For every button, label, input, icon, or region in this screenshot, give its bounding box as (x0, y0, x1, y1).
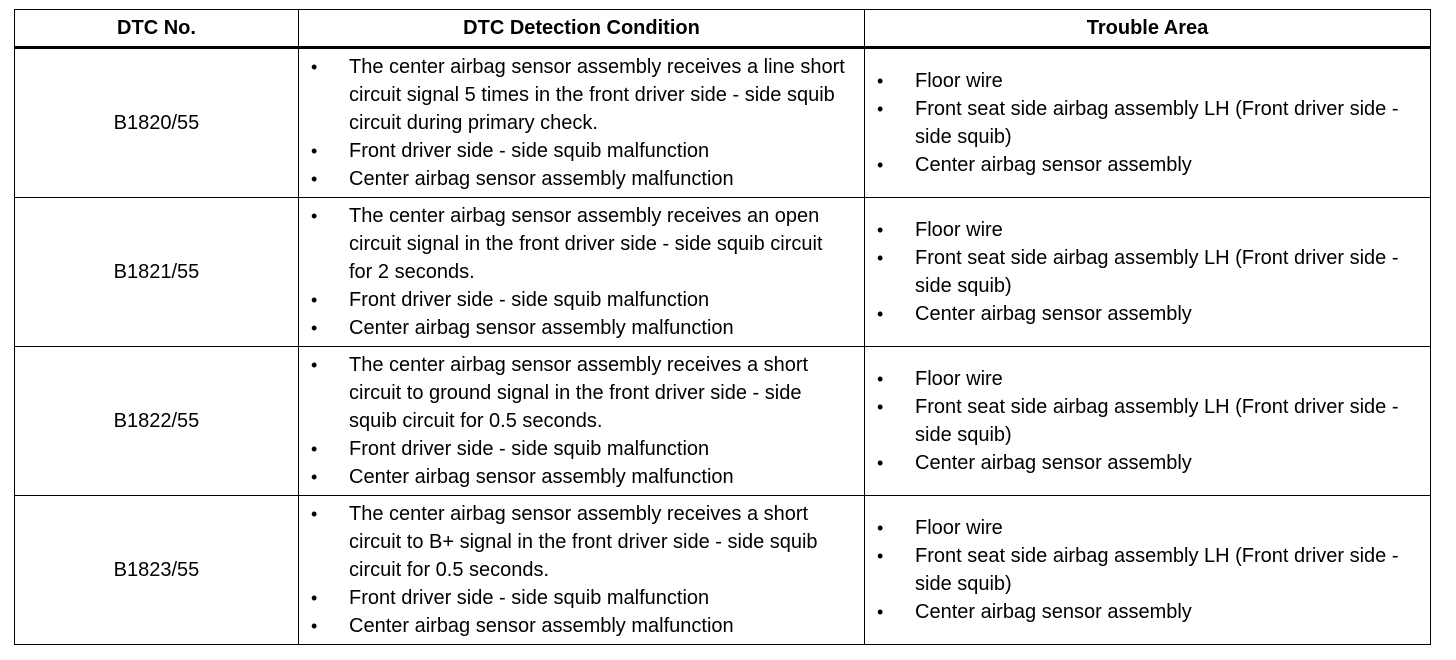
bullet-icon: • (877, 602, 884, 622)
list-item (865, 449, 1430, 477)
list-item (865, 216, 1430, 244)
trouble-area-list (865, 365, 1430, 477)
condition-text: Front driver side - side squib malfunction (349, 438, 710, 460)
trouble-area-text: Center airbag sensor assembly (915, 154, 1192, 176)
header-dtc-no: DTC No. (15, 10, 299, 48)
bullet-icon: • (877, 248, 884, 268)
dtc-table-container (14, 9, 1431, 645)
condition-list (299, 347, 864, 495)
condition-list (299, 49, 864, 197)
list-item (299, 435, 864, 463)
condition-list (299, 496, 864, 644)
bullet-icon: • (311, 616, 318, 636)
trouble-area-text: Floor wire (915, 517, 1003, 539)
condition-text: The center airbag sensor assembly receives a short circuit to ground signal in the front driver side - side squib circuit for 0.5 seconds. (349, 354, 809, 432)
trouble-area-text: Front seat side airbag assembly LH (Front driver side - side squib) (915, 247, 1399, 297)
list-item (299, 584, 864, 612)
dtc-code-cell: B1823/55 (15, 496, 299, 645)
bullet-icon: • (877, 369, 884, 389)
condition-text: Front driver side - side squib malfunction (349, 587, 710, 609)
bullet-icon: • (311, 141, 318, 161)
bullet-icon: • (311, 290, 318, 310)
dtc-code-cell: B1820/55 (15, 48, 299, 198)
bullet-icon: • (877, 453, 884, 473)
detection-condition-cell (299, 347, 865, 496)
bullet-icon: • (311, 439, 318, 459)
trouble-area-cell (865, 496, 1431, 645)
list-item (299, 202, 864, 286)
bullet-icon: • (311, 588, 318, 608)
bullet-icon: • (311, 169, 318, 189)
list-item (865, 542, 1430, 598)
condition-text: Center airbag sensor assembly malfunction (349, 466, 734, 488)
list-item (865, 244, 1430, 300)
list-item (865, 598, 1430, 626)
list-item (299, 286, 864, 314)
bullet-icon: • (877, 99, 884, 119)
header-detection-condition: DTC Detection Condition (299, 10, 865, 48)
condition-text: The center airbag sensor assembly receives a line short circuit signal 5 times in the front driver side - side squib circuit during primary check. (349, 56, 845, 134)
dtc-code-cell: B1822/55 (15, 347, 299, 496)
bullet-icon: • (877, 155, 884, 175)
table-body (15, 48, 1431, 645)
bullet-icon: • (311, 206, 318, 226)
list-item (299, 165, 864, 193)
trouble-area-list (865, 216, 1430, 328)
dtc-table (14, 9, 1431, 645)
dtc-code-cell: B1821/55 (15, 198, 299, 347)
detection-condition-cell (299, 496, 865, 645)
table-header-row (15, 10, 1431, 48)
table-row (15, 496, 1431, 645)
trouble-area-text: Floor wire (915, 70, 1003, 92)
bullet-icon: • (877, 397, 884, 417)
condition-text: Center airbag sensor assembly malfunction (349, 168, 734, 190)
table-row (15, 347, 1431, 496)
trouble-area-text: Front seat side airbag assembly LH (Front driver side - side squib) (915, 396, 1399, 446)
trouble-area-cell (865, 347, 1431, 496)
list-item (865, 393, 1430, 449)
condition-text: Front driver side - side squib malfunction (349, 140, 710, 162)
bullet-icon: • (877, 304, 884, 324)
condition-text: The center airbag sensor assembly receives an open circuit signal in the front driver side - side squib circuit for 2 seconds. (349, 205, 823, 283)
list-item (299, 53, 864, 137)
bullet-icon: • (311, 355, 318, 375)
condition-text: Front driver side - side squib malfunction (349, 289, 710, 311)
condition-text: Center airbag sensor assembly malfunction (349, 317, 734, 339)
list-item (865, 514, 1430, 542)
trouble-area-text: Center airbag sensor assembly (915, 303, 1192, 325)
list-item (299, 500, 864, 584)
header-trouble-area: Trouble Area (865, 10, 1431, 48)
bullet-icon: • (311, 57, 318, 77)
trouble-area-text: Front seat side airbag assembly LH (Front driver side - side squib) (915, 98, 1399, 148)
bullet-icon: • (877, 518, 884, 538)
condition-text: Center airbag sensor assembly malfunction (349, 615, 734, 637)
condition-text: The center airbag sensor assembly receives a short circuit to B+ signal in the front driver side - side squib circuit for 0.5 seconds. (349, 503, 818, 581)
list-item (299, 137, 864, 165)
trouble-area-text: Center airbag sensor assembly (915, 601, 1192, 623)
bullet-icon: • (877, 546, 884, 566)
bullet-icon: • (311, 504, 318, 524)
trouble-area-text: Floor wire (915, 219, 1003, 241)
bullet-icon: • (311, 467, 318, 487)
condition-list (299, 198, 864, 346)
bullet-icon: • (311, 318, 318, 338)
trouble-area-text: Floor wire (915, 368, 1003, 390)
bullet-icon: • (877, 71, 884, 91)
trouble-area-cell (865, 48, 1431, 198)
trouble-area-list (865, 514, 1430, 626)
list-item (865, 365, 1430, 393)
detection-condition-cell (299, 198, 865, 347)
list-item (299, 314, 864, 342)
table-row (15, 48, 1431, 198)
list-item (299, 351, 864, 435)
trouble-area-list (865, 67, 1430, 179)
list-item (865, 300, 1430, 328)
list-item (865, 151, 1430, 179)
list-item (865, 95, 1430, 151)
trouble-area-text: Center airbag sensor assembly (915, 452, 1192, 474)
trouble-area-cell (865, 198, 1431, 347)
list-item (299, 463, 864, 491)
table-row (15, 198, 1431, 347)
trouble-area-text: Front seat side airbag assembly LH (Front driver side - side squib) (915, 545, 1399, 595)
list-item (865, 67, 1430, 95)
list-item (299, 612, 864, 640)
detection-condition-cell (299, 48, 865, 198)
bullet-icon: • (877, 220, 884, 240)
